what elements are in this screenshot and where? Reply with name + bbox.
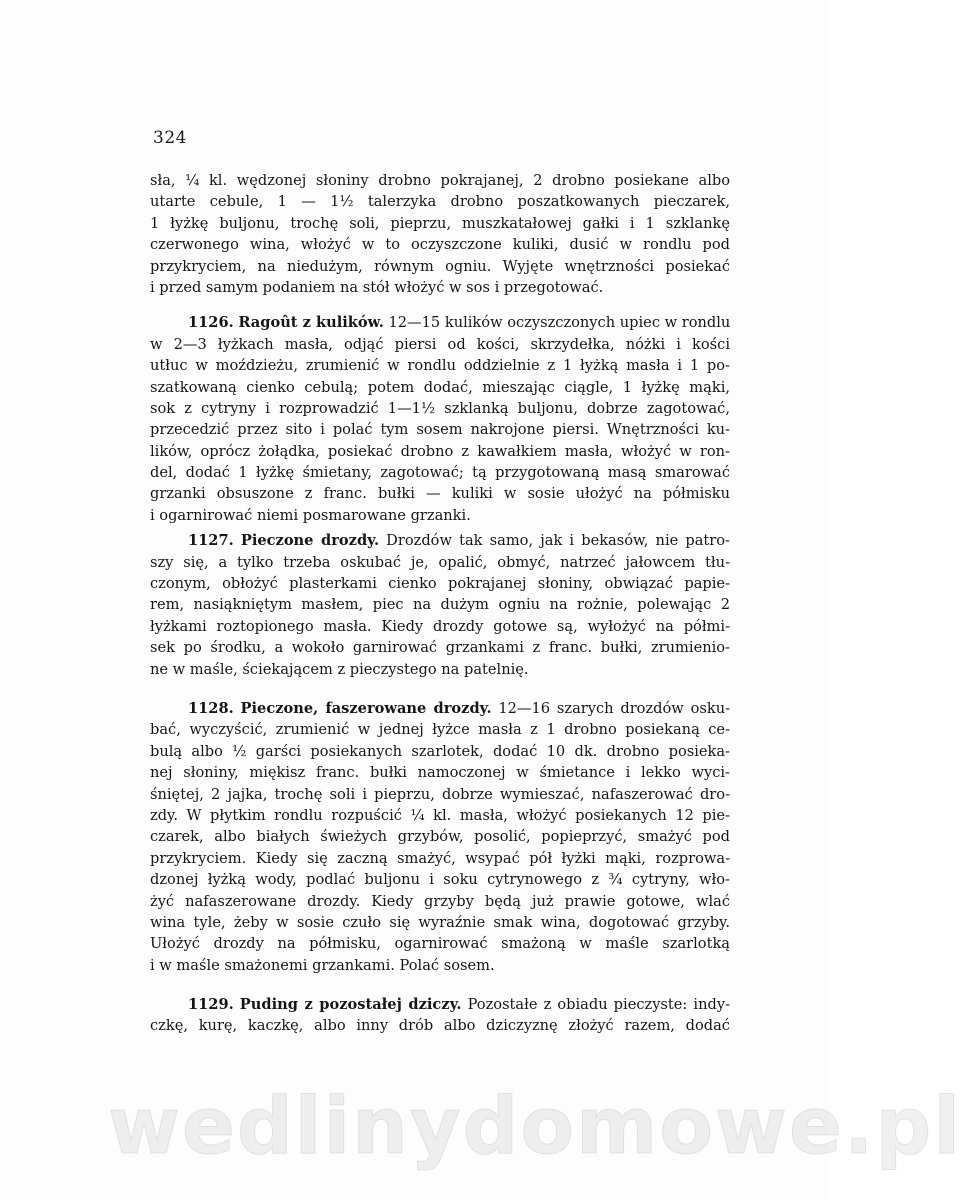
text-line: utłuc w moździeżu, zrumienić w rondlu oddzielnie z 1 łyżką masła i 1 po- [150, 357, 730, 375]
recipe-title: Pieczone, faszerowane drozdy. [240, 699, 492, 717]
text-line: i przed samym podaniem na stół włożyć w sos i przegotować. [150, 278, 604, 296]
text-line: łyżkami roztopionego masła. Kiedy drozdy gotowe są, wyłożyć na półmi- [150, 617, 730, 635]
recipe-1128 [150, 698, 730, 976]
recipe-title: Ragoût z kulików. [238, 314, 384, 332]
recipe-1127 [150, 530, 730, 680]
text-line: sła, ¼ kl. wędzonej słoniny drobno pokrajanej, 2 drobno posiekane albo [150, 172, 730, 189]
text-line: 1 łyżkę buljonu, trochę soli, pieprzu, muszkatałowej gałki i 1 szklankę [150, 214, 730, 232]
recipe-heading-line [150, 994, 730, 1015]
recipe-heading-line [150, 698, 730, 719]
paragraph-gap [150, 680, 730, 698]
recipe-first-line-text: 12—16 szarych drozdów osku- [498, 699, 731, 717]
text-line: nej słoniny, miękisz franc. bułki namoczonej w śmietance i lekko wyci- [150, 764, 730, 782]
text-line: rem, nasiąkniętym masłem, piec na dużym ogniu na rożnie, polewając 2 [150, 596, 730, 614]
recipe-title: Puding z pozostałej dziczy. [239, 996, 462, 1014]
text-line: dzonej łyżką wody, podlać buljonu i soku cytrynowego z ¾ cytryny, wło- [150, 871, 730, 889]
text-line: czkę, kurę, kaczkę, albo inny drób albo dziczyznę złożyć razem, dodać [150, 1017, 730, 1035]
recipe-first-line-text: 12—15 kulików oczyszczonych upiec w rondlu [388, 314, 731, 332]
text-line: sok z cytryny i rozprowadzić 1—1½ szklanką buljonu, dobrze zagotować, [150, 399, 730, 417]
paragraph-gap [150, 298, 730, 312]
text-line: lików, oprócz żołądka, posiekać drobno z kawałkiem masła, włożyć w ron- [150, 442, 730, 460]
text-line: przykryciem. Kiedy się zaczną smażyć, wsypać pół łyżki mąki, rozprowa- [150, 849, 730, 867]
recipe-title: Pieczone drozdy. [240, 532, 380, 550]
text-line: del, dodać 1 łyżkę śmietany, zagotować; tą przygotowaną masą smarować [150, 464, 730, 482]
text-line: i ogarnirować niemi posmarowane grzanki. [150, 506, 471, 524]
text-line: zdy. W płytkim rondlu rozpuścić ¼ kl. masła, włożyć posiekanych 12 pie- [150, 806, 730, 824]
recipe-number: 1128. [188, 699, 234, 717]
page-text [150, 170, 730, 1037]
text-line: przecedzić przez sito i polać tym sosem nakrojone piersi. Wnętrzności ku- [150, 421, 730, 439]
recipe-1126 [150, 312, 730, 526]
site-watermark: wedlinydomowe.pl [108, 1082, 962, 1172]
text-line: czarek, albo białych świeżych grzybów, posolić, popieprzyć, smażyć pod [150, 828, 730, 846]
text-line: szy się, a tylko trzeba oskubać je, opalić, obmyć, natrzeć jałowcem tłu- [150, 553, 730, 571]
text-line: przykryciem, na niedużym, równym ogniu. Wyjęte wnętrzności posiekać [150, 257, 730, 275]
intro-paragraph [150, 170, 730, 298]
text-line: i w maśle smażonemi grzankami. Polać sosem. [150, 956, 495, 974]
text-line: grzanki obsuszone z franc. bułki — kuliki w sosie ułożyć na półmisku [150, 485, 730, 503]
text-line: bać, wyczyścić, zrumienić w jednej łyżce masła z 1 drobno posiekaną ce- [150, 721, 730, 739]
recipe-number: 1126. [188, 314, 234, 332]
paragraph-gap [150, 976, 730, 994]
recipe-first-line-text: Pozostałe z obiadu pieczyste: indy- [467, 996, 731, 1014]
recipe-heading-line [150, 530, 730, 551]
text-line: szatkowaną cienko cebulą; potem dodać, mieszając ciągle, 1 łyżkę mąki, [150, 378, 730, 396]
text-line: ne w maśle, ściekającem z pieczystego na patelnię. [150, 660, 529, 678]
text-line: Ułożyć drozdy na półmisku, ogarnirować smażoną w maśle szarlotką [150, 935, 730, 953]
text-line: utarte cebule, 1 — 1½ talerzyka drobno poszatkowanych pieczarek, [150, 193, 730, 211]
recipe-first-line-text: Drozdów tak samo, jak i bekasów, nie patro- [386, 532, 730, 550]
text-line: w 2—3 łyżkach masła, odjąć piersi od kości, skrzydełka, nóżki i kości [150, 335, 730, 353]
text-line: żyć nafaszerowane drozdy. Kiedy grzyby będą już prawie gotowe, wlać [150, 892, 730, 910]
text-line: śniętej, 2 jajka, trochę soli i pieprzu, dobrze wymieszać, nafaszerować dro- [150, 785, 730, 803]
text-line: sek po środku, a wokoło garnirować grzankami z franc. bułki, zrumienio- [150, 639, 730, 657]
text-line: czerwonego wina, włożyć w to oczyszczone kuliki, dusić w rondlu pod [150, 236, 730, 254]
recipe-1129 [150, 994, 730, 1037]
recipe-number: 1127. [188, 532, 234, 550]
text-line: czonym, obłożyć plasterkami cienko pokrajanej słoniny, obwiązać papie- [150, 575, 730, 593]
recipe-heading-line [150, 312, 730, 333]
text-line: wina tyle, żeby w sosie czuło się wyraźnie smak wina, dogotować grzyby. [150, 913, 730, 931]
recipe-number: 1129. [188, 996, 234, 1014]
text-line: bulą albo ½ garści posiekanych szarlotek, dodać 10 dk. drobno posieka- [150, 742, 730, 760]
page-number: 324 [153, 128, 187, 148]
